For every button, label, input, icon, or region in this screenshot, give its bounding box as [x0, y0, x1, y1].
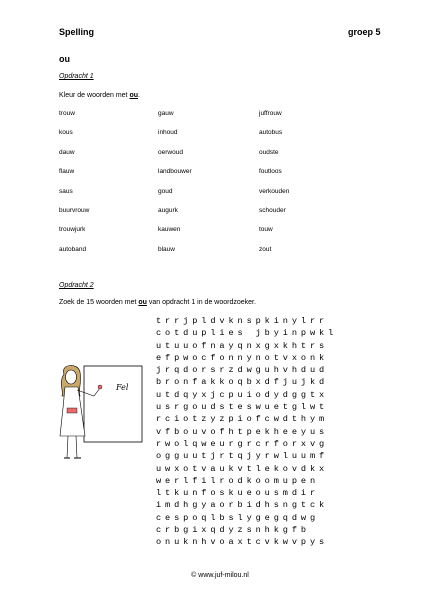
- sound-heading: ou: [59, 54, 70, 64]
- word-search-grid: [156, 315, 337, 549]
- word-cell: trouw: [59, 110, 75, 117]
- left-leg: [67, 436, 68, 458]
- face: [66, 370, 77, 384]
- grid-row: utdqyxjcpuiodydggtx: [156, 389, 329, 400]
- word-cell: oudste: [259, 148, 279, 156]
- grid-row: ltkunfoskueousmdir: [156, 488, 320, 499]
- opdracht1-instruction: [59, 92, 140, 99]
- instruction-text: Kleur de woorden met: [59, 92, 130, 99]
- grid-row: werlfilrodkoomupen: [156, 475, 320, 486]
- word-cell: zout: [259, 245, 272, 253]
- grid-row: cespoqlbslygegqdwg: [156, 512, 320, 523]
- grid-row: crbgixqdyzsnhkgfb: [156, 525, 310, 536]
- word-cell: autoband: [59, 245, 87, 253]
- word-cell: buurvrouw: [59, 207, 90, 214]
- right-leg: [76, 436, 77, 458]
- blackboard: [84, 366, 142, 442]
- teacher-illustration: [54, 360, 144, 465]
- word-cell: kous: [59, 129, 73, 137]
- word-cell: blauw: [158, 245, 175, 253]
- grid-row: trrjpldvknspkinylrr: [156, 316, 329, 326]
- word-cell: foutloos: [259, 168, 282, 176]
- word-cell: kauwen: [158, 226, 181, 234]
- grid-row: ogguutjrtqjyrwluumf: [156, 451, 329, 462]
- instruction-text: Zoek de 15 woorden met: [59, 299, 139, 306]
- group-label: groep 5: [348, 27, 381, 37]
- instruction-end: van opdracht 1 in de woordzoeker.: [146, 299, 256, 306]
- word-cell: goud: [158, 187, 173, 195]
- instruction-key: ou: [129, 92, 138, 99]
- grid-row: onuknhvoaxtcvkwvpys: [156, 537, 329, 548]
- grid-row: rwolqweurgrcrforxvg: [156, 438, 329, 449]
- word-cell: touw: [259, 226, 273, 234]
- word-cell: verkouden: [259, 187, 290, 195]
- word-cell: flauw: [59, 168, 75, 176]
- opdracht1-label: Opdracht 1: [59, 73, 94, 80]
- grid-row: efpwocfonnynotvxonk: [156, 352, 329, 363]
- grid-row: utuuofnayqnxgxkhtrs: [156, 340, 329, 351]
- word-cell: inhoud: [158, 129, 178, 137]
- word-cell: gauw: [158, 110, 174, 117]
- opdracht2-label: Opdracht 2: [59, 282, 94, 289]
- grid-row: vfbouvofhtpekheeyus: [156, 426, 329, 437]
- word-cell: saus: [59, 187, 73, 195]
- grid-row: uwxotvaukvtlekovdkx: [156, 463, 329, 474]
- grid-row: bronfakkoqbxdfjujkd: [156, 377, 329, 388]
- hand-with-chalk: [98, 385, 102, 389]
- instruction-end: .: [138, 92, 140, 99]
- belt: [67, 408, 77, 413]
- instruction-key: ou: [138, 299, 147, 306]
- opdracht2-instruction: [59, 299, 256, 306]
- grid-row: jrqdorsrzdwguhvhdud: [156, 365, 329, 376]
- word-cell: landbouwer: [158, 168, 192, 176]
- board-text: Fel: [116, 383, 129, 392]
- word-cell: augurk: [158, 207, 178, 214]
- footer-credit: © www.juf-milou.nl: [191, 572, 249, 579]
- grid-row: imdhgyaorbidhsngtck: [156, 500, 329, 511]
- grid-row: cotduplies jbyinpwkl: [156, 328, 338, 339]
- worksheet-title: Spelling: [59, 27, 95, 37]
- word-cell: schouder: [259, 207, 286, 214]
- word-cell: juffrouw: [259, 110, 282, 117]
- grid-row: rciotzyzpiofcwdthym: [156, 414, 329, 425]
- word-cell: oerwoud: [158, 148, 183, 156]
- word-cell: dauw: [59, 148, 75, 156]
- word-cell: trouwjurk: [59, 226, 86, 234]
- arm: [77, 388, 100, 396]
- word-cell: autobus: [259, 129, 283, 137]
- grid-row: usrgoudsteswuetglwt: [156, 402, 329, 413]
